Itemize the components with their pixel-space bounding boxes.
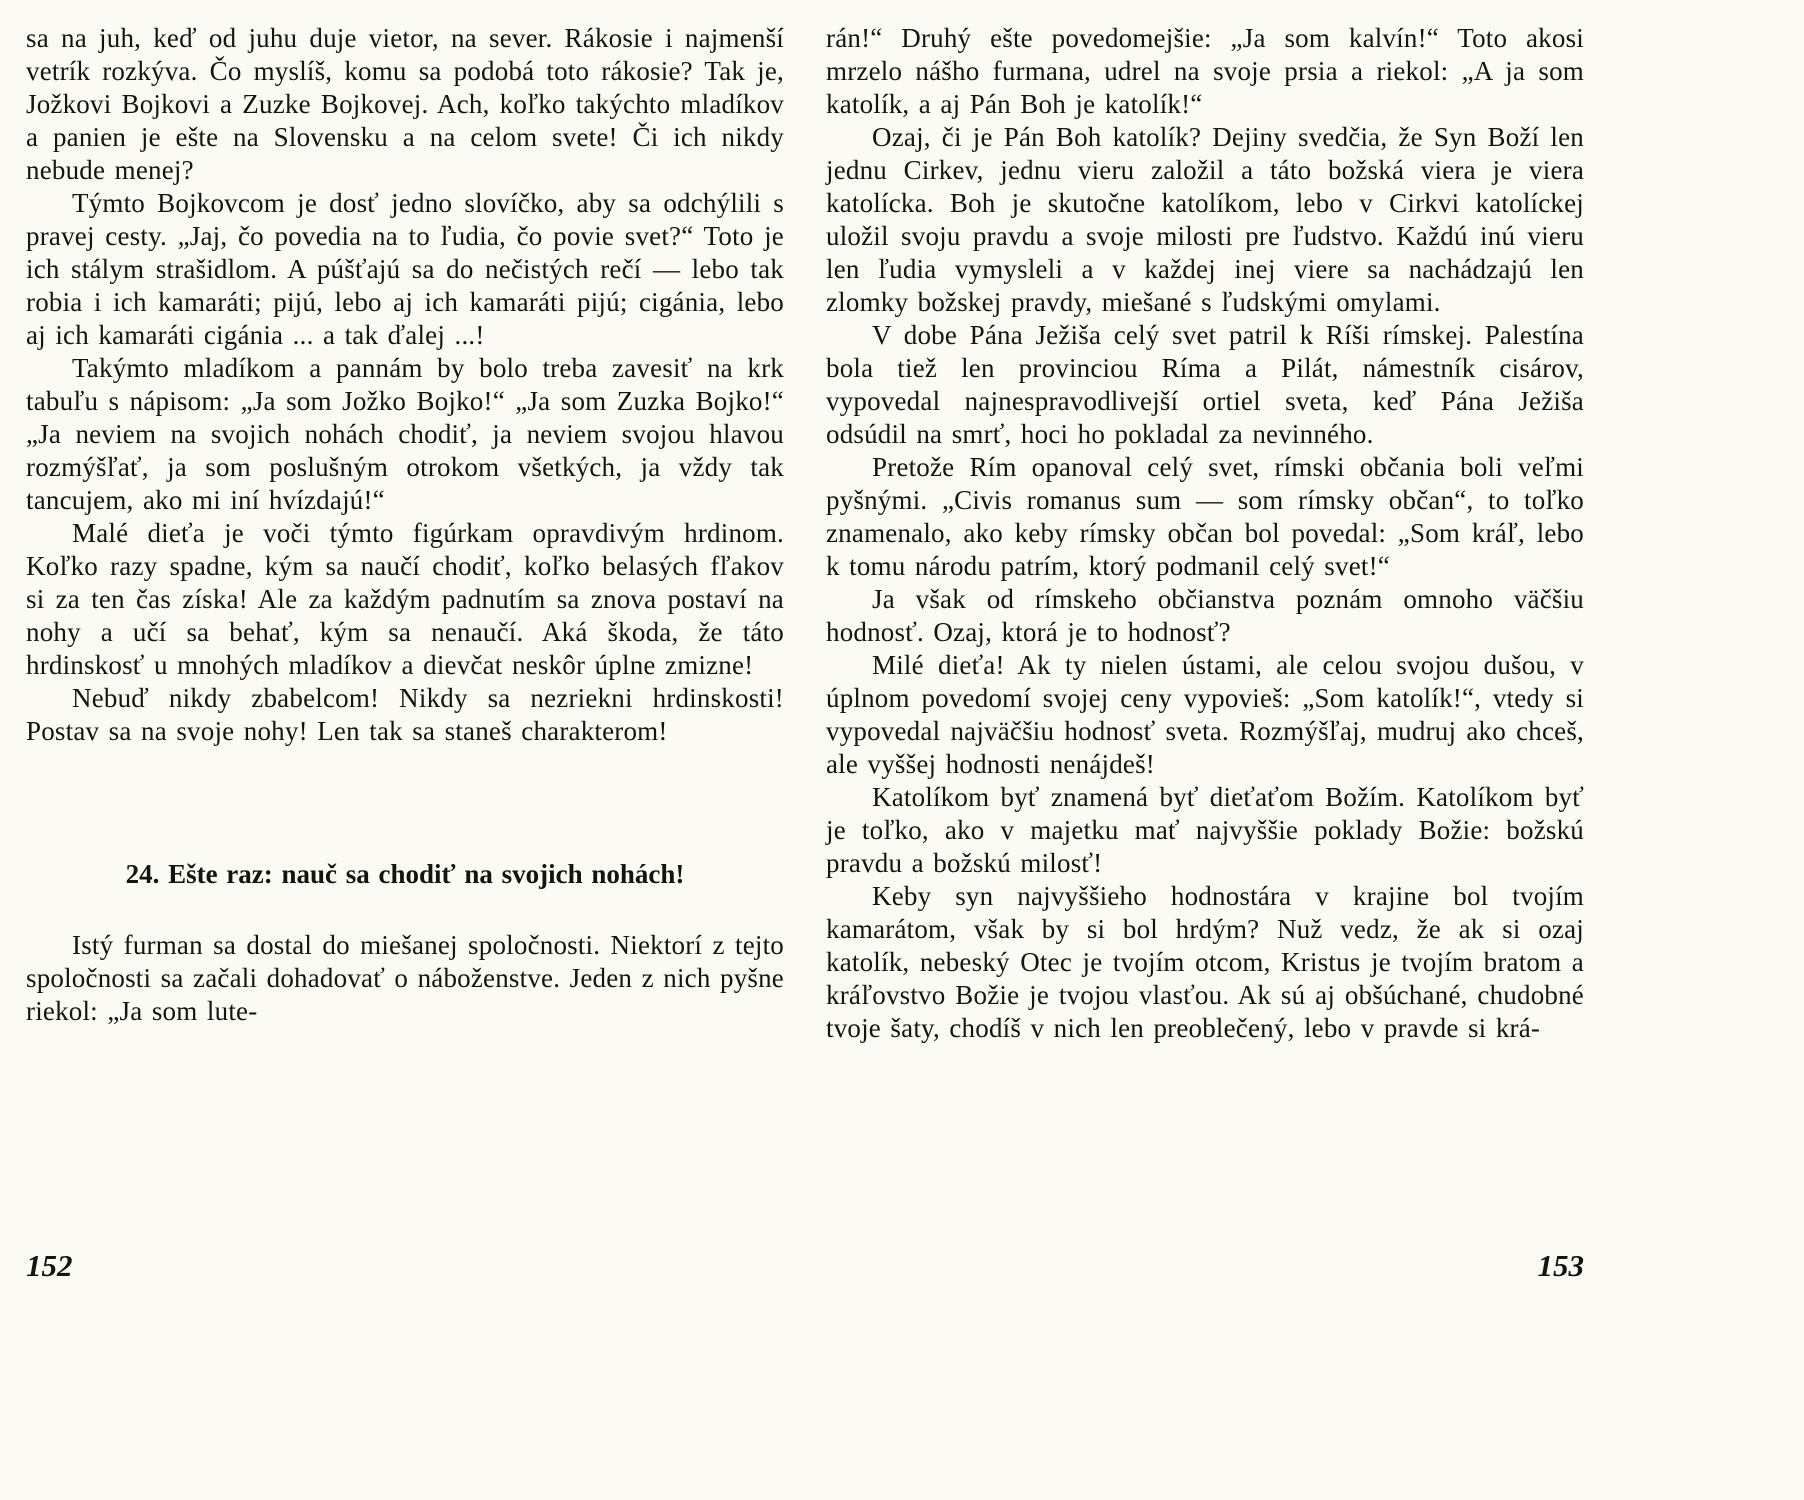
page-footer [26, 1248, 1584, 1284]
page-number-right: 153 [1537, 1248, 1584, 1283]
paragraph: Istý furman sa dostal do miešanej spoločnosti. Niektorí z tejto spoločnosti sa začali dohadovať o náboženstve. Jeden z nich pyšne riekol: „Ja som lute- [26, 930, 784, 1026]
paragraph: rán!“ Druhý ešte povedomejšie: „Ja som kalvín!“ Toto akosi mrzelo nášho furmana, udrel na svoje prsia a riekol: „A ja som katolík, a aj Pán Boh je katolík!“ [826, 23, 1584, 119]
chapter-heading: 24. Ešte raz: nauč sa chodiť na svojich nohách! [125, 859, 685, 889]
paragraph: V dobe Pána Ježiša celý svet patril k Ríši rímskej. Palestína bola tiež len provinciou Ríma a Pilát, námestník cisárov, vypovedal najnespravodlivejší ortiel sveta, keď Pána Ježiša odsúdil na smrť, hoci ho pokladal za nevinného. [826, 320, 1584, 449]
paragraph: Týmto Bojkovcom je dosť jedno slovíčko, aby sa odchýlili s pravej cesty. „Jaj, čo povedia na to ľudia, čo povie svet?“ Toto je ich stálym strašidlom. A púšťajú sa do nečistých rečí — lebo tak robia i ich kamaráti; pijú, lebo aj ich kamaráti pijú; cigánia, lebo aj ich kamaráti cigánia ... a tak ďalej ...! [26, 188, 784, 350]
paragraph: Pretože Rím opanoval celý svet, rímski občania boli veľmi pyšnými. „Civis romanus sum — som rímsky občan“, to toľko znamenalo, ako keby rímsky občan bol povedal: „Som kráľ, lebo k tomu národu patrím, ktorý podmanil celý svet!“ [826, 452, 1584, 581]
paragraph: sa na juh, keď od juhu duje vietor, na sever. Rákosie i najmenší vetrík rozkýva. Čo myslíš, komu sa podobá toto rákosie? Tak je, Jožkovi Bojkovi a Zuzke Bojkovej. Ach, koľko takýchto mladíkov a panien je ešte na Slovensku a na celom svete! Či ich nikdy nebude menej? [26, 23, 784, 185]
paragraph: Ja však od rímskeho občianstva poznám omnoho väčšiu hodnosť. Ozaj, ktorá je to hodnosť? [826, 584, 1584, 647]
paragraph: Malé dieťa je voči týmto figúrkam opravdivým hrdinom. Koľko razy spadne, kým sa naučí chodiť, koľko belasých fľakov si za ten čas získa! Ale za každým padnutím sa znova postaví na nohy a učí sa behať, kým sa nenaučí. Aká škoda, že táto hrdinskosť u mnohých mladíkov a dievčat neskôr úplne zmizne! [26, 518, 784, 680]
page-number-left: 152 [26, 1248, 73, 1283]
paragraph: Nebuď nikdy zbabelcom! Nikdy sa nezriekni hrdinskosti! Postav sa na svoje nohy! Len tak sa staneš charakterom! [26, 683, 784, 746]
paragraph: Keby syn najvyššieho hodnostára v krajine bol tvojím kamarátom, však by si bol hrdým? Nuž vedz, že ak si ozaj katolík, nebeský Otec je tvojím otcom, Kristus je tvojím bratom a kráľovstvo Božie je tvojou vlasťou. Ak sú aj obšúchané, chudobné tvoje šaty, chodíš v nich len preoblečený, lebo v pravde si krá- [826, 881, 1584, 1043]
left-page [26, 22, 784, 1045]
right-page [826, 22, 1584, 1045]
paragraph: Ozaj, či je Pán Boh katolík? Dejiny svedčia, že Syn Boží len jednu Cirkev, jednu vieru založil a táto božská viera je viera katolícka. Boh je skutočne katolíkom, lebo v Cirkvi katolíckej uložil svoju pravdu a svoje milosti pre ľudstvo. Každú inú vieru len ľudia vymysleli a v každej inej viere sa nachádzajú len zlomky božskej pravdy, miešané s ľudskými omylami. [826, 122, 1584, 317]
paragraph: Milé dieťa! Ak ty nielen ústami, ale celou svojou dušou, v úplnom povedomí svojej ceny vypovieš: „Som katolík!“, vtedy si vypovedal najväčšiu hodnosť sveta. Rozmýšľaj, mudruj ako chceš, ale vyššej hodnosti nenájdeš! [826, 650, 1584, 779]
paragraph: Takýmto mladíkom a pannám by bolo treba zavesiť na krk tabuľu s nápisom: „Ja som Jožko Bojko!“ „Ja som Zuzka Bojko!“ „Ja neviem na svojich nohách chodiť, ja neviem svojou hlavou rozmýšľať, ja som poslušným otrokom všetkých, ja vždy tak tancujem, ako mi iní hvízdajú!“ [26, 353, 784, 515]
paragraph: Katolíkom byť znamená byť dieťaťom Božím. Katolíkom byť je toľko, ako v majetku mať najvyššie poklady Božie: božskú pravdu a božskú milosť! [826, 782, 1584, 878]
